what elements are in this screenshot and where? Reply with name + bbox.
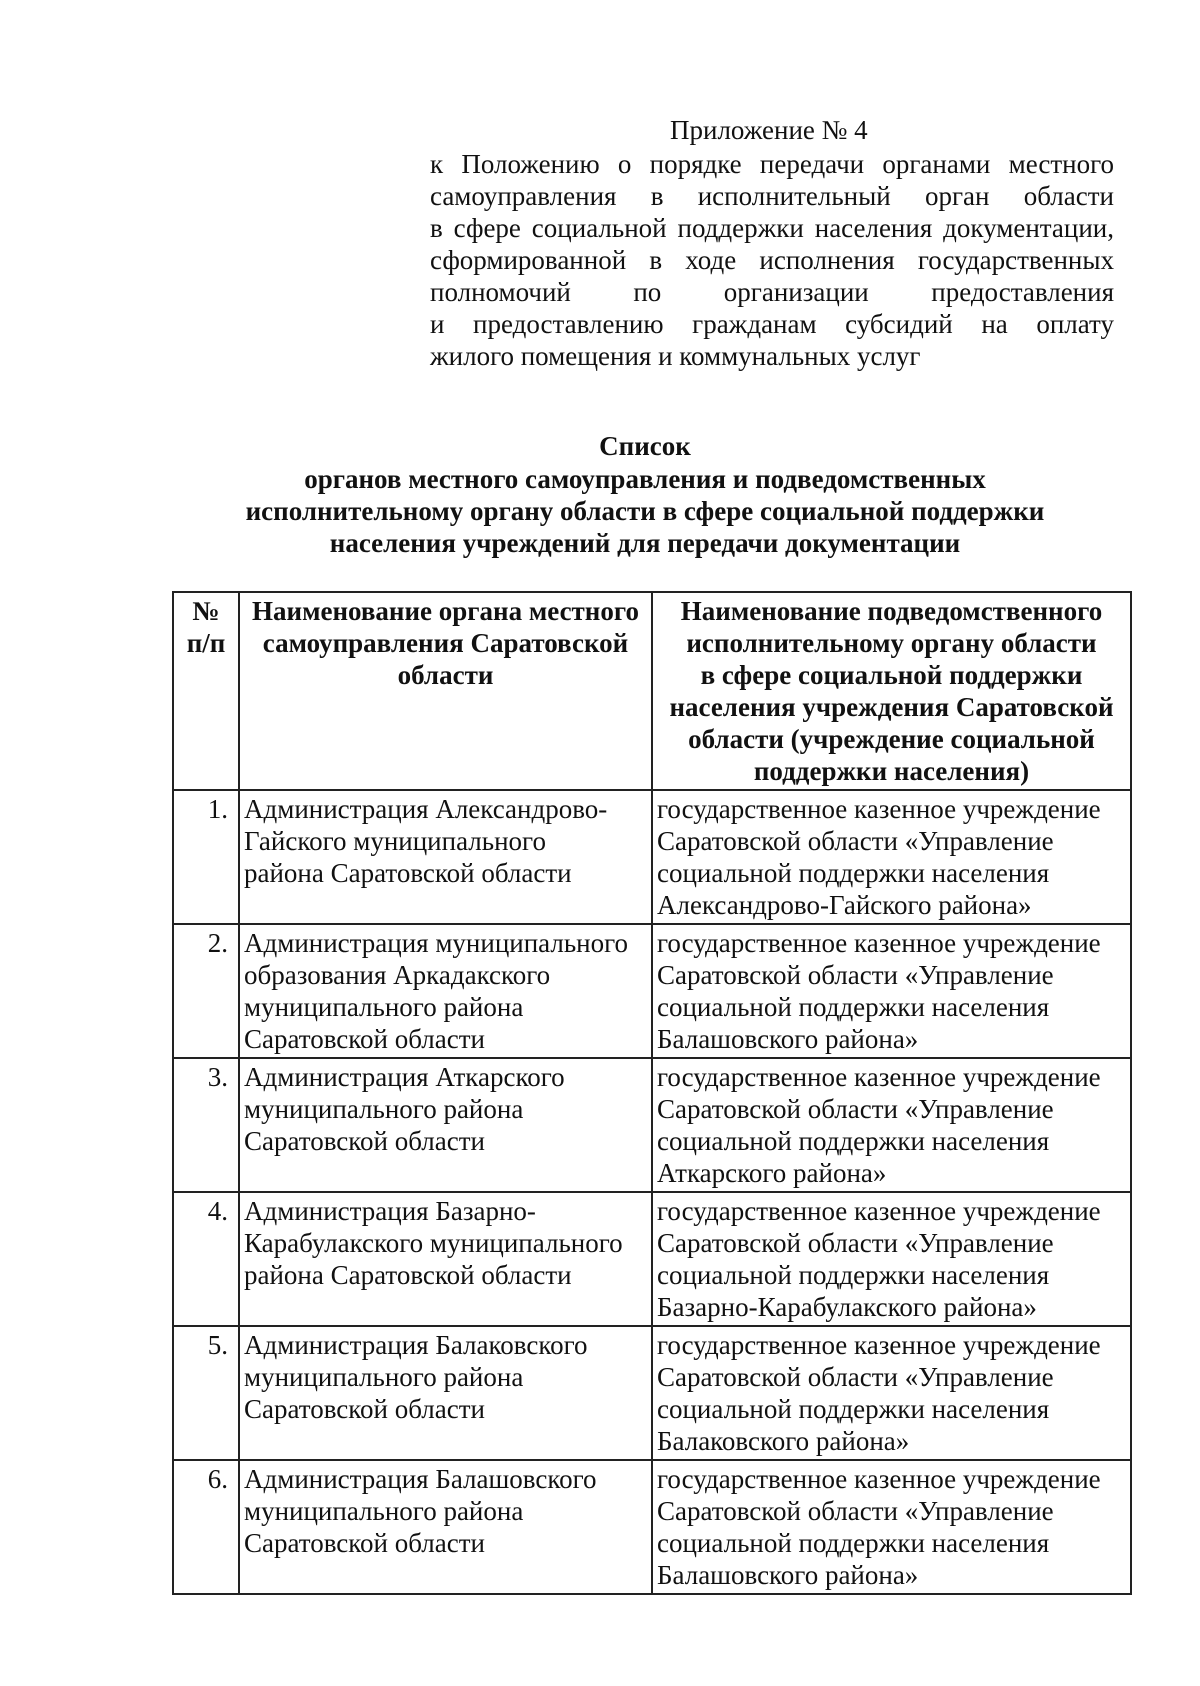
cell-line: Балашовского района»	[657, 1560, 919, 1590]
cell-line: социальной поддержки населения	[657, 1394, 1050, 1424]
row-institution	[652, 924, 1131, 1058]
row-institution-lines	[657, 793, 1126, 921]
header-line: Наименование органа местного	[252, 596, 639, 626]
table-row	[173, 1460, 1131, 1594]
appendix-line: к Положению о порядке передачи органами местного	[430, 149, 1114, 179]
cell-line: социальной поддержки населения	[657, 1260, 1050, 1290]
row-authority-lines	[244, 1061, 647, 1157]
list-subtitle-line: органов местного самоуправления и подведомственных	[304, 464, 986, 494]
row-number: 5.	[173, 1326, 239, 1460]
header-number-lines	[178, 595, 234, 659]
table-header-row	[173, 592, 1131, 790]
cell-line: Саратовской области	[244, 1024, 485, 1054]
row-authority-lines	[244, 1463, 647, 1559]
row-authority-lines	[244, 793, 647, 889]
cell-line: Администрация Балашовского	[244, 1464, 597, 1494]
institutions-table	[172, 591, 1132, 1595]
cell-line: Аткарского района»	[657, 1158, 887, 1188]
cell-line: государственное казенное учреждение	[657, 1196, 1101, 1226]
table-row	[173, 1326, 1131, 1460]
row-institution-lines	[657, 1463, 1126, 1591]
cell-line: Саратовской области «Управление	[657, 1094, 1054, 1124]
cell-line: Гайского муниципального	[244, 826, 546, 856]
row-institution	[652, 1460, 1131, 1594]
cell-line: Администрация Базарно-	[244, 1196, 536, 1226]
cell-line: образования Аркадакского	[244, 960, 551, 990]
cell-line: государственное казенное учреждение	[657, 1062, 1101, 1092]
cell-line: государственное казенное учреждение	[657, 1330, 1101, 1360]
cell-line: муниципального района	[244, 1094, 524, 1124]
cell-line: социальной поддержки населения	[657, 858, 1050, 888]
cell-line: Администрация Балаковского	[244, 1330, 588, 1360]
appendix-line: сформированной в ходе исполнения государственных	[430, 245, 1114, 275]
header-line: области	[397, 660, 494, 690]
header-authority-lines	[244, 595, 647, 691]
cell-line: Саратовской области	[244, 1528, 485, 1558]
row-institution	[652, 1058, 1131, 1192]
appendix-line: самоуправления в исполнительный орган области	[430, 181, 1114, 211]
row-authority-lines	[244, 927, 647, 1055]
header-authority	[239, 592, 652, 790]
appendix-line: жилого помещения и коммунальных услуг	[430, 341, 921, 371]
cell-line: государственное казенное учреждение	[657, 928, 1101, 958]
header-line: населения учреждения Саратовской	[669, 692, 1114, 722]
header-line: самоуправления Саратовской	[262, 628, 629, 658]
row-institution-lines	[657, 1061, 1126, 1189]
cell-line: государственное казенное учреждение	[657, 1464, 1101, 1494]
cell-line: социальной поддержки населения	[657, 1528, 1050, 1558]
row-institution-lines	[657, 927, 1126, 1055]
appendix-line: в сфере социальной поддержки населения документации,	[430, 213, 1114, 243]
cell-line: Саратовской области «Управление	[657, 1362, 1054, 1392]
row-institution	[652, 1326, 1131, 1460]
cell-line: Карабулакского муниципального	[244, 1228, 623, 1258]
row-number: 3.	[173, 1058, 239, 1192]
row-authority	[239, 1326, 652, 1460]
row-number: 2.	[173, 924, 239, 1058]
row-institution-lines	[657, 1329, 1126, 1457]
header-line: п/п	[186, 628, 226, 658]
cell-line: Администрация муниципального	[244, 928, 629, 958]
list-subtitle-line: исполнительному органу области в сфере социальной поддержки	[245, 496, 1045, 526]
cell-line: Администрация Александрово-	[244, 794, 608, 824]
row-authority	[239, 790, 652, 924]
cell-line: социальной поддержки населения	[657, 1126, 1050, 1156]
cell-line: района Саратовской области	[244, 1260, 572, 1290]
cell-line: Саратовской области	[244, 1126, 485, 1156]
cell-line: муниципального района	[244, 1362, 524, 1392]
header-institution	[652, 592, 1131, 790]
cell-line: Саратовской области	[244, 1394, 485, 1424]
cell-line: государственное казенное учреждение	[657, 794, 1101, 824]
table-row	[173, 1192, 1131, 1326]
row-authority-lines	[244, 1195, 647, 1291]
header-line: №	[192, 596, 220, 626]
cell-line: Саратовской области «Управление	[657, 826, 1054, 856]
list-title: Список	[599, 431, 691, 461]
table-row	[173, 790, 1131, 924]
appendix-line: и предоставлению гражданам субсидий на оплату	[430, 309, 1114, 339]
row-institution-lines	[657, 1195, 1126, 1323]
cell-line: Балашовского района»	[657, 1024, 919, 1054]
table-body	[173, 790, 1131, 1594]
row-authority	[239, 924, 652, 1058]
cell-line: муниципального района	[244, 992, 524, 1022]
cell-line: Балаковского района»	[657, 1426, 910, 1456]
appendix-title: Приложение № 4	[670, 115, 868, 145]
header-line: исполнительному органу области	[686, 628, 1097, 658]
appendix-description	[430, 148, 1114, 372]
row-number: 6.	[173, 1460, 239, 1594]
row-authority	[239, 1058, 652, 1192]
cell-line: Администрация Аткарского	[244, 1062, 565, 1092]
header-line: области (учреждение социальной	[688, 724, 1095, 754]
row-authority	[239, 1460, 652, 1594]
row-number: 4.	[173, 1192, 239, 1326]
cell-line: Базарно-Карабулакского района»	[657, 1292, 1037, 1322]
cell-line: муниципального района	[244, 1496, 524, 1526]
row-institution	[652, 790, 1131, 924]
row-number: 1.	[173, 790, 239, 924]
header-institution-lines	[657, 595, 1126, 787]
cell-line: района Саратовской области	[244, 858, 572, 888]
row-authority	[239, 1192, 652, 1326]
row-authority-lines	[244, 1329, 647, 1425]
cell-line: социальной поддержки населения	[657, 992, 1050, 1022]
header-line: поддержки населения)	[753, 756, 1030, 786]
table-row	[173, 1058, 1131, 1192]
cell-line: Саратовской области «Управление	[657, 1228, 1054, 1258]
list-subtitle-line: населения учреждений для передачи документации	[329, 528, 961, 558]
header-line: в сфере социальной поддержки	[700, 660, 1083, 690]
header-line: Наименование подведомственного	[680, 596, 1103, 626]
list-subtitle	[150, 463, 1140, 559]
cell-line: Саратовской области «Управление	[657, 1496, 1054, 1526]
table-row	[173, 924, 1131, 1058]
cell-line: Саратовской области «Управление	[657, 960, 1054, 990]
row-institution	[652, 1192, 1131, 1326]
cell-line: Александрово-Гайского района»	[657, 890, 1032, 920]
header-number	[173, 592, 239, 790]
appendix-line: полномочий по организации предоставления	[430, 277, 1114, 307]
